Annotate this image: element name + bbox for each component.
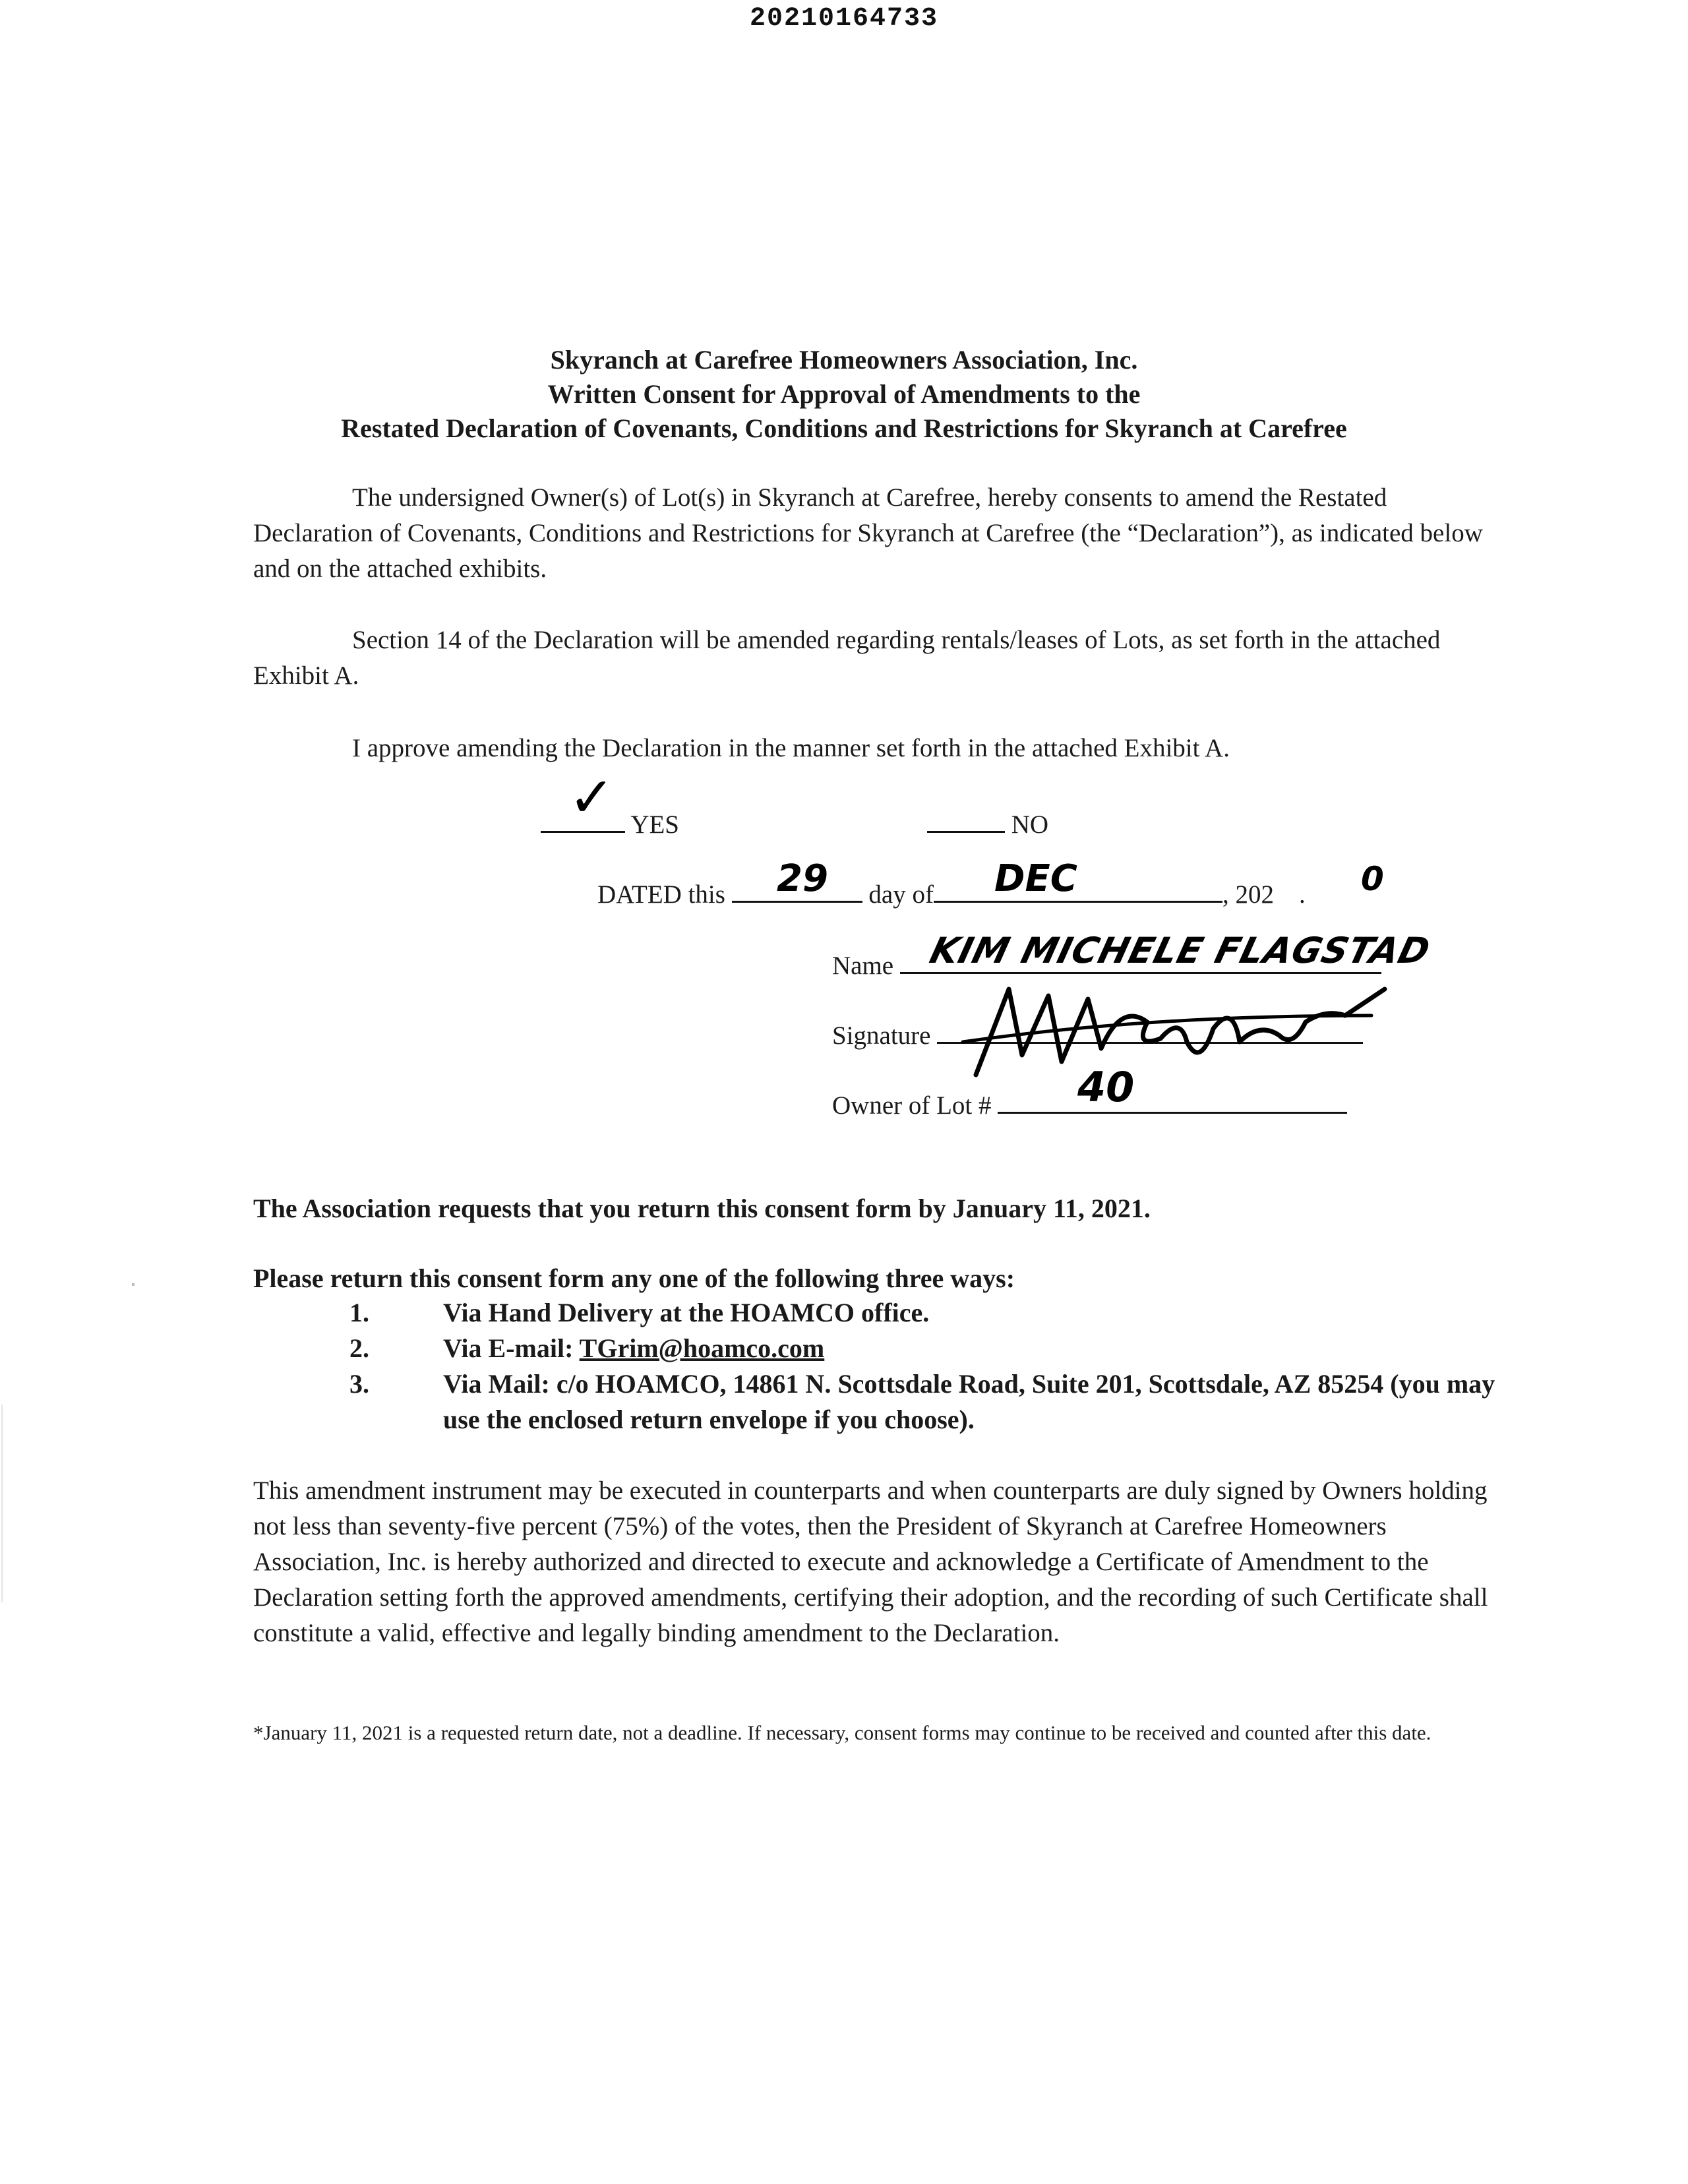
- no-option[interactable]: [927, 802, 1048, 843]
- return-date-request: The Association requests that you return this consent form by January 11, 2021.: [253, 1194, 1151, 1223]
- year-suffix: .: [1298, 880, 1306, 909]
- return-method-number: 3.: [349, 1369, 369, 1399]
- association-title: Skyranch at Carefree Homeowners Association, Inc.: [550, 345, 1138, 375]
- consent-title: Written Consent for Approval of Amendments to the: [547, 379, 1141, 409]
- declaration-title: Restated Declaration of Covenants, Conditions and Restrictions for Skyranch at Carefree: [341, 413, 1347, 443]
- footnote: *January 11, 2021 is a requested return date, not a deadline. If necessary, consent forms may continue to be received and counted after this date.: [253, 1721, 1432, 1744]
- return-method-email: [443, 1331, 1498, 1366]
- month-blank[interactable]: [934, 872, 1222, 903]
- yes-checkmark: ✓: [568, 765, 615, 830]
- lot-handwritten: 40: [1077, 1063, 1135, 1111]
- no-label: NO: [1011, 810, 1049, 839]
- approval-statement: I approve amending the Declaration in the manner set forth in the attached Exhibit A.: [352, 734, 1230, 762]
- counterparts-paragraph: This amendment instrument may be executed in counterparts and when counterparts are duly signed by Owners holding not less than seventy-five percent (75%) of the votes, then the President of Skyranch at Carefree Homeowners Association, Inc. is hereby authorized and directed to execute and acknowledge a Certificate of Amendment to the Declaration setting forth the approved amendments, certifying their adoption, and the recording of such Certificate shall constitute a valid, effective and legally binding amendment to the Declaration.: [253, 1476, 1488, 1647]
- name-label: Name: [832, 952, 894, 980]
- dated-prefix: DATED this: [597, 880, 725, 909]
- month-handwritten: DEC: [994, 857, 1077, 900]
- year-prefix: , 202: [1222, 880, 1274, 909]
- day-handwritten: 29: [777, 857, 828, 900]
- email-link[interactable]: TGrim@hoamco.com: [579, 1333, 825, 1363]
- year-blank[interactable]: [1274, 874, 1299, 903]
- lot-label: Owner of Lot #: [832, 1091, 992, 1120]
- no-blank: [927, 802, 1005, 833]
- return-method-hand-delivery: Via Hand Delivery at the HOAMCO office.: [443, 1298, 930, 1327]
- dated-line: [597, 872, 1306, 913]
- lot-blank[interactable]: [998, 1083, 1347, 1114]
- signature-image: [950, 976, 1398, 1081]
- return-method-number: 2.: [349, 1333, 369, 1363]
- name-handwritten: KIM MICHELE FLAGSTAD: [926, 930, 1435, 971]
- consent-paragraph: The undersigned Owner(s) of Lot(s) in Skyranch at Carefree, hereby consents to amend the Restated Declaration of Covenants, Conditions and Restrictions for Skyranch at Carefree (the “Declaration”), as indicated below and on the attached exhibits.: [253, 483, 1483, 583]
- scan-artifact: [1, 1405, 3, 1602]
- day-of-label: day of: [868, 880, 934, 909]
- yes-label: YES: [630, 810, 679, 839]
- section-14-paragraph: Section 14 of the Declaration will be amended regarding rentals/leases of Lots, as set forth in the attached Exhibit A.: [253, 626, 1441, 690]
- email-prefix: Via E-mail:: [443, 1333, 580, 1363]
- return-method-mail: Via Mail: c/o HOAMCO, 14861 N. Scottsdale Road, Suite 201, Scottsdale, AZ 85254 (you may use the enclosed return envelope if you choose).: [443, 1369, 1495, 1434]
- recording-number: 20210164733: [749, 4, 939, 34]
- signature-label: Signature: [832, 1021, 931, 1050]
- year-handwritten: 0: [1361, 860, 1384, 898]
- return-method-number: 1.: [349, 1298, 369, 1327]
- scan-artifact: [132, 1283, 135, 1286]
- return-methods-intro: Please return this consent form any one of the following three ways:: [253, 1263, 1015, 1293]
